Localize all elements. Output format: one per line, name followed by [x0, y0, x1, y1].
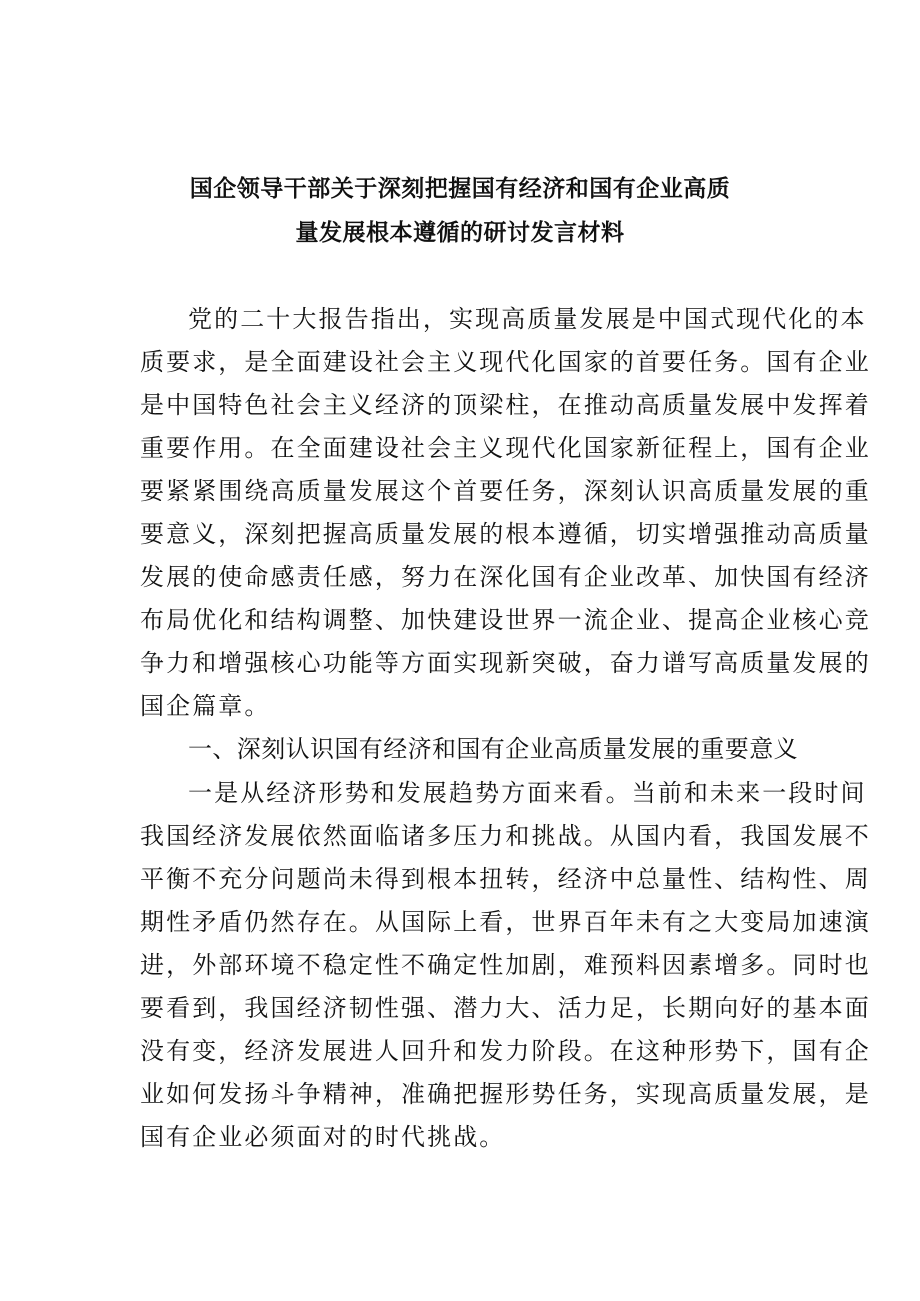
paragraph-line: 发展的使命感责任感，努力在深化国有企业改革、加快国有经济 — [140, 563, 871, 591]
section-heading: 一、深刻认识国有经济和国有企业高质量发展的重要意义 — [188, 735, 798, 763]
document-title-line-1: 国企领导干部关于深刻把握国有经济和国有企业高质 — [189, 176, 731, 202]
paragraph-line: 重要作用。在全面建设社会主义现代化国家新征程上，国有企业 — [140, 434, 871, 462]
paragraph-line: 期性矛盾仍然存在。从国际上看，世界百年未有之大变局加速演 — [140, 908, 871, 936]
paragraph-line: 进，外部环境不稳定性不确定性加剧，难预料因素增多。同时也 — [140, 951, 871, 979]
paragraph-line: 一是从经济形势和发展趋势方面来看。当前和未来一段时间 — [188, 779, 867, 807]
paragraph-line: 平衡不充分问题尚未得到根本扭转，经济中总量性、结构性、周 — [140, 865, 871, 893]
paragraph-line: 我国经济发展依然面临诸多压力和挑战。从国内看，我国发展不 — [140, 822, 871, 850]
paragraph-line: 要看到，我国经济韧性强、潜力大、活力足，长期向好的基本面 — [140, 994, 871, 1022]
paragraph-line: 布局优化和结构调整、加快建设世界一流企业、提高企业核心竞 — [140, 606, 871, 634]
paragraph-line: 要紧紧围绕高质量发展这个首要任务，深刻认识高质量发展的重 — [140, 477, 871, 505]
paragraph-line: 是中国特色社会主义经济的顶梁柱，在推动高质量发展中发挥着 — [140, 391, 871, 419]
paragraph-line: 党的二十大报告指出，实现高质量发展是中国式现代化的本 — [188, 305, 867, 333]
paragraph-line: 质要求，是全面建设社会主义现代化国家的首要任务。国有企业 — [140, 348, 871, 376]
document-title-line-2: 量发展根本遵循的研讨发言材料 — [295, 220, 625, 246]
paragraph-line: 国企篇章。 — [140, 692, 271, 720]
paragraph-line: 要意义，深刻把握高质量发展的根本遵循，切实增强推动高质量 — [140, 520, 871, 548]
paragraph-line: 没有变，经济发展进人回升和发力阶段。在这种形势下，国有企 — [140, 1037, 871, 1065]
paragraph-line: 业如何发扬斗争精神，准确把握形势任务，实现高质量发展，是 — [140, 1080, 871, 1108]
paragraph-line: 国有企业必须面对的时代挑战。 — [140, 1123, 506, 1151]
paragraph-line: 争力和增强核心功能等方面实现新突破，奋力谱写高质量发展的 — [140, 649, 871, 677]
